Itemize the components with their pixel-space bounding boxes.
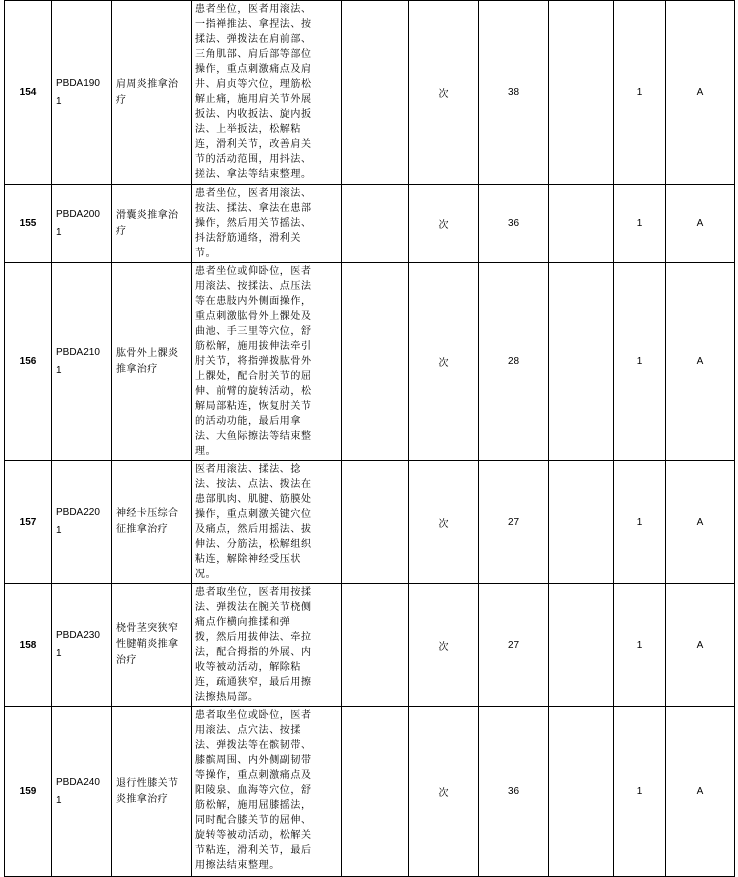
price-text: 36 (507, 218, 520, 229)
row-number-cell (5, 263, 52, 461)
unit-cell (409, 1, 479, 185)
item-code-text: PBDA230 1 (56, 630, 100, 659)
grade-cell (666, 707, 735, 877)
quantity-text: 1 (636, 786, 643, 797)
item-name-text: 桡骨茎突狭窄 性腱鞘炎推拿 治疗 (116, 623, 179, 666)
quantity-text: 1 (636, 356, 643, 367)
item-content-text: 医者用滚法、揉法、捻 法、按法、点法、拨法在 患部肌肉、肌腱、筋膜处 操作，重点刺激关键穴位 及痛点，然后用摇法、拔 伸法、分筋法，松解组织 粘连，解除神经受压状 况。 (195, 464, 312, 580)
quantity-cell (614, 461, 666, 584)
notes-cell (549, 461, 614, 584)
item-name-text: 肩周炎推拿治 疗 (116, 78, 179, 106)
row-number-text: 158 (19, 639, 37, 651)
quantity-text: 1 (636, 87, 643, 98)
quantity-cell (614, 263, 666, 461)
item-code-text: PBDA200 1 (56, 208, 100, 238)
table-row (5, 1, 735, 185)
item-name-cell (112, 185, 192, 263)
grade-text: A (696, 639, 704, 651)
row-number-text: 157 (19, 516, 37, 528)
unit-text: 次 (438, 358, 449, 369)
price-text: 38 (507, 87, 520, 98)
item-code-cell (52, 185, 112, 263)
quantity-text: 1 (636, 218, 643, 229)
item-content-text: 患者取坐位或卧位，医者 用滚法、点穴法、按揉 法、弹拨法等在髌韧带、 膝髌周围、内外侧副韧带 等操作，重点刺激痛点及 阳陵泉、血海等穴位，舒 筋松解，施用屈膝摇法， 同时配合膝关节的屈伸、 旋转等被动活动，松解关 节粘连，滑利关节，最后 用擦法结束整理。 (195, 710, 312, 871)
grade-cell (666, 185, 735, 263)
unit-cell (409, 461, 479, 584)
item-name-cell (112, 584, 192, 707)
grade-text: A (696, 516, 704, 528)
item-name-cell (112, 263, 192, 461)
grade-cell (666, 584, 735, 707)
item-content-cell (192, 707, 342, 877)
price-cell (479, 263, 549, 461)
item-code-cell (52, 263, 112, 461)
price-text: 28 (507, 356, 520, 367)
item-name-cell (112, 461, 192, 584)
price-cell (479, 707, 549, 877)
table-row (5, 707, 735, 877)
item-content-text: 患者取坐位，医者用按揉 法、弹拨法在腕关节桡侧 痛点作横向推揉和弹 拨，然后用拔伸法、牵拉 法，配合拇指的外展、内 收等被动活动，解除粘 连，疏通狭窄，最后用擦 法擦热局部。 (195, 587, 312, 703)
item-name-cell (112, 707, 192, 877)
grade-cell (666, 1, 735, 185)
notes-cell (549, 263, 614, 461)
item-content-cell (192, 584, 342, 707)
quantity-cell (614, 584, 666, 707)
unit-text: 次 (438, 220, 449, 231)
row-number-cell (5, 707, 52, 877)
excluded-contents-cell (342, 185, 409, 263)
grade-text: A (696, 87, 704, 98)
item-code-text: PBDA220 1 (56, 507, 100, 536)
unit-text: 次 (438, 518, 449, 530)
price-text: 36 (507, 786, 520, 797)
excluded-contents-cell (342, 263, 409, 461)
item-content-cell (192, 1, 342, 185)
unit-text: 次 (438, 89, 449, 100)
unit-cell (409, 263, 479, 461)
quantity-cell (614, 1, 666, 185)
item-code-cell (52, 584, 112, 707)
notes-cell (549, 185, 614, 263)
item-content-cell (192, 185, 342, 263)
table-row (5, 185, 735, 263)
row-number-cell (5, 461, 52, 584)
price-text: 27 (507, 639, 520, 651)
item-content-cell (192, 461, 342, 584)
excluded-contents-cell (342, 1, 409, 185)
item-code-text: PBDA240 1 (56, 776, 100, 806)
item-code-cell (52, 461, 112, 584)
grade-text: A (696, 786, 704, 797)
price-cell (479, 461, 549, 584)
item-content-text: 患者坐位，医者用滚法、 一指禅推法、拿捏法、按 揉法、弹拨法在肩前部、 三角肌部、肩后部等部位 操作，重点刺激痛点及肩 井、肩贞等穴位，理筋松 解止痛，施用肩关节外展 扳法、内收扳法、旋内扳 法、上举扳法，松解粘 连，滑利关节，改善肩关 节的活动范围，用抖法、 搓法、拿法等结束整理。 (195, 4, 312, 180)
row-number-cell (5, 1, 52, 185)
excluded-contents-cell (342, 584, 409, 707)
table-row (5, 584, 735, 707)
item-content-text: 患者坐位，医者用滚法、 按法、揉法、拿法在患部 操作，然后用关节摇法、 抖法舒筋通络，滑利关 节。 (195, 188, 312, 259)
item-name-text: 退行性膝关节 炎推拿治疗 (116, 777, 179, 805)
quantity-text: 1 (636, 639, 643, 651)
item-code-cell (52, 1, 112, 185)
quantity-cell (614, 707, 666, 877)
price-cell (479, 1, 549, 185)
notes-cell (549, 707, 614, 877)
item-name-text: 肱骨外上髁炎 推拿治疗 (116, 347, 179, 375)
item-name-text: 滑囊炎推拿治 疗 (116, 209, 179, 237)
quantity-text: 1 (636, 516, 643, 528)
unit-cell (409, 707, 479, 877)
excluded-contents-cell (342, 461, 409, 584)
unit-text: 次 (438, 788, 449, 799)
row-number-text: 154 (19, 87, 37, 98)
item-code-text: PBDA210 1 (56, 346, 100, 376)
unit-cell (409, 584, 479, 707)
table-row (5, 461, 735, 584)
grade-cell (666, 461, 735, 584)
grade-cell (666, 263, 735, 461)
item-name-cell (112, 1, 192, 185)
unit-cell (409, 185, 479, 263)
price-text: 27 (507, 516, 520, 528)
item-content-cell (192, 263, 342, 461)
grade-text: A (696, 218, 704, 229)
unit-text: 次 (438, 641, 449, 653)
row-number-cell (5, 185, 52, 263)
quantity-cell (614, 185, 666, 263)
item-code-cell (52, 707, 112, 877)
grade-text: A (696, 356, 704, 367)
price-cell (479, 185, 549, 263)
notes-cell (549, 1, 614, 185)
table-row (5, 263, 735, 461)
item-code-text: PBDA190 1 (56, 77, 100, 107)
row-number-text: 156 (19, 356, 37, 367)
row-number-cell (5, 584, 52, 707)
excluded-contents-cell (342, 707, 409, 877)
row-number-text: 155 (19, 218, 37, 229)
row-number-text: 159 (19, 786, 37, 797)
price-cell (479, 584, 549, 707)
price-table (4, 0, 735, 877)
item-content-text: 患者坐位或仰卧位，医者 用滚法、按揉法、点压法 等在患肢内外侧面操作， 重点刺激肱骨外上髁处及 曲池、手三里等穴位，舒 筋松解，施用拔伸法牵引 肘关节，将指弹拨肱骨外 上髁处，配合肘关节的屈 伸、前臂的旋转活动，松 解局部粘连，恢复肘关节 的活动功能，最后用拿 法、大鱼际擦法等结束整 理。 (195, 266, 312, 457)
item-name-text: 神经卡压综合 征推拿治疗 (116, 508, 179, 535)
notes-cell (549, 584, 614, 707)
